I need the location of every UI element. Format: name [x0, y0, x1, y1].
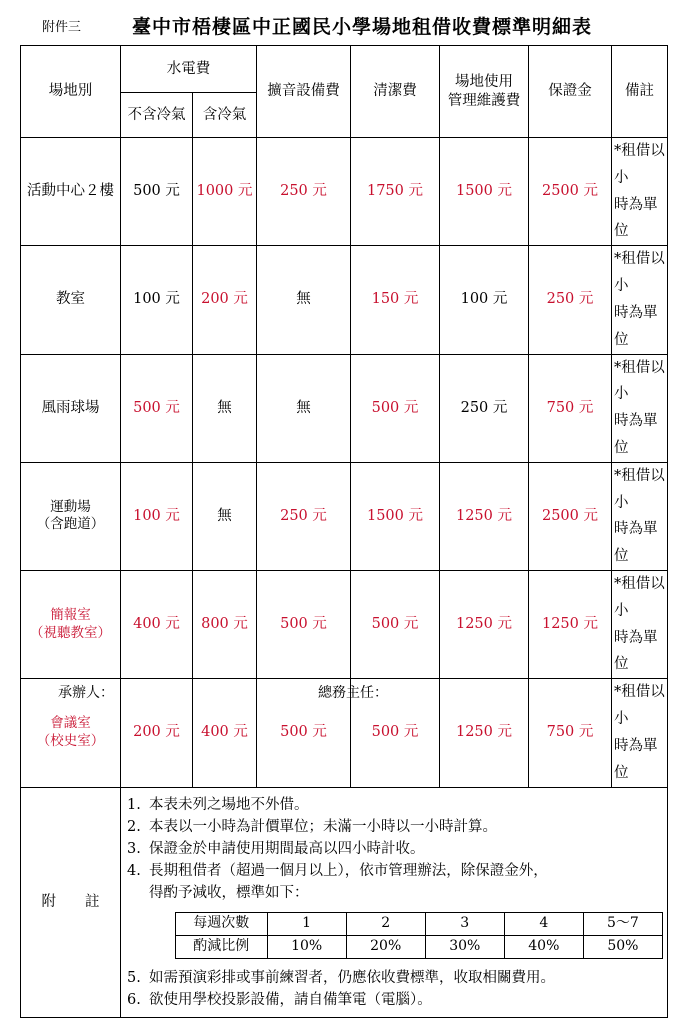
fee-row [21, 462, 668, 570]
remark-line: 時為單位 [614, 304, 658, 348]
discount-rate: 30% [425, 935, 504, 958]
venue-name-line: 教室 [56, 291, 85, 308]
note-text-continued: 得酌予減收，標準如下： [149, 884, 309, 901]
remark [612, 571, 668, 679]
header-venue: 場地別 [21, 46, 121, 138]
fee-deposit: 2500 元 [529, 138, 612, 246]
venue-name-line: 運動場 [50, 498, 91, 515]
attachment-label: 附件三 [42, 20, 82, 35]
remark-line: *租借以小 [614, 576, 665, 619]
fee-with-ac: 400 元 [193, 679, 257, 787]
fee-no-ac: 200 元 [121, 679, 193, 787]
header-with-ac: 含冷氣 [193, 93, 257, 138]
discount-count: 1 [267, 912, 346, 935]
note-text: 本表以一小時為計價單位；未滿一小時以一小時計算。 [149, 818, 497, 835]
venue-name-line: （視聽教室） [30, 624, 111, 641]
fee-with-ac: 200 元 [193, 246, 257, 354]
note-item [127, 860, 663, 882]
fee-no-ac: 100 元 [121, 462, 193, 570]
fee-mgmt: 250 元 [440, 354, 529, 462]
discount-count: 5～7 [583, 912, 662, 935]
note-text: 本表未列之場地不外借。 [149, 796, 309, 813]
fee-row [21, 354, 668, 462]
discount-count: 4 [504, 912, 583, 935]
note-text: 欲使用學校投影設備，請自備筆電（電腦）。 [149, 991, 432, 1008]
fee-cleaning: 1500 元 [351, 462, 440, 570]
fee-row [21, 246, 668, 354]
fee-audio: 無 [257, 354, 351, 462]
fee-with-ac: 800 元 [193, 571, 257, 679]
discount-count: 3 [425, 912, 504, 935]
fee-cleaning: 500 元 [351, 679, 440, 787]
venue-name-line: 簡報室 [50, 607, 91, 624]
fee-with-ac: 無 [193, 462, 257, 570]
venue-name [21, 138, 121, 246]
remark [612, 462, 668, 570]
page-title: 臺中市梧棲區中正國民小學場地租借收費標準明細表 [132, 16, 593, 38]
note-number: 5. [127, 969, 141, 986]
note-text: 長期租借者（超過一個月以上），依市管理辦法，除保證金外， [149, 862, 548, 879]
fee-mgmt: 1250 元 [440, 679, 529, 787]
fee-no-ac: 500 元 [121, 354, 193, 462]
fee-deposit: 1250 元 [529, 571, 612, 679]
fee-with-ac: 1000 元 [193, 138, 257, 246]
discount-table [175, 912, 663, 959]
remark [612, 246, 668, 354]
header-cleaning: 清潔費 [351, 46, 440, 138]
discount-rate-label: 酌減比例 [176, 935, 268, 958]
remark-line: *租借以小 [614, 684, 665, 728]
fee-deposit: 250 元 [529, 246, 612, 354]
fee-audio: 500 元 [257, 679, 351, 787]
discount-count-label: 每週次數 [176, 912, 268, 935]
header-management-line2: 管理維護費 [447, 92, 521, 109]
note-number: 2. [127, 818, 141, 835]
note-text: 保證金於申請使用期間最高以四小時計收。 [149, 840, 425, 857]
note-item [127, 794, 663, 816]
note-text: 如需預演彩排或事前練習者，仍應依收費標準，收取相關費用。 [149, 969, 555, 986]
fee-cleaning: 150 元 [351, 246, 440, 354]
fee-cleaning: 1750 元 [351, 138, 440, 246]
venue-name [21, 354, 121, 462]
fee-audio: 250 元 [257, 462, 351, 570]
fee-mgmt: 1500 元 [440, 138, 529, 246]
remark-line: *租借以小 [614, 359, 665, 403]
venue-name-line: 活動中心２樓 [27, 183, 114, 200]
footer-director: 總務主任： [318, 685, 388, 701]
fee-cleaning: 500 元 [351, 571, 440, 679]
venue-name-line: （校史室） [36, 732, 105, 749]
remark-line: 時為單位 [614, 629, 658, 673]
discount-count: 2 [346, 912, 425, 935]
fee-audio: 無 [257, 246, 351, 354]
notes-label: 附 註 [21, 787, 121, 1017]
fee-row [21, 138, 668, 246]
fee-no-ac: 500 元 [121, 138, 193, 246]
fee-no-ac: 100 元 [121, 246, 193, 354]
venue-name [21, 462, 121, 570]
note-item [127, 967, 663, 989]
fee-with-ac: 無 [193, 354, 257, 462]
note-item [127, 838, 663, 860]
fee-audio: 250 元 [257, 138, 351, 246]
venue-name-line: 風雨球場 [41, 399, 100, 416]
header-no-ac: 不含冷氣 [121, 93, 193, 138]
remark-line: *租借以小 [614, 251, 665, 295]
header-utility: 水電費 [121, 46, 257, 93]
fee-mgmt: 1250 元 [440, 571, 529, 679]
remark-line: 時為單位 [614, 413, 658, 456]
notes-content [121, 787, 668, 1017]
discount-rate: 50% [583, 935, 662, 958]
note-item [127, 989, 663, 1011]
remark [612, 679, 668, 787]
note-number: 4. [127, 862, 141, 879]
remark [612, 138, 668, 246]
fee-mgmt: 100 元 [440, 246, 529, 354]
venue-name [21, 571, 121, 679]
note-number: 1. [127, 796, 141, 813]
header-management-line1: 場地使用 [455, 73, 513, 90]
fee-row [21, 571, 668, 679]
fee-table [20, 45, 668, 1018]
venue-name-line: （含跑道） [36, 516, 105, 533]
fee-deposit: 750 元 [529, 354, 612, 462]
remark-line: 時為單位 [614, 521, 658, 565]
note-number: 3. [127, 840, 141, 857]
header-management [440, 46, 529, 138]
fee-deposit: 2500 元 [529, 462, 612, 570]
fee-mgmt: 1250 元 [440, 462, 529, 570]
note-item [127, 816, 663, 838]
fee-no-ac: 400 元 [121, 571, 193, 679]
discount-rate: 10% [267, 935, 346, 958]
fee-cleaning: 500 元 [351, 354, 440, 462]
header-audio: 擴音設備費 [257, 46, 351, 138]
venue-name [21, 246, 121, 354]
header-deposit: 保證金 [529, 46, 612, 138]
remark-line: 時為單位 [614, 196, 658, 240]
remark-line: 時為單位 [614, 737, 658, 781]
remark-line: *租借以小 [614, 467, 665, 511]
venue-name-line: 會議室 [50, 715, 91, 732]
note-number: 6. [127, 991, 141, 1008]
footer-handler: 承辦人： [58, 685, 114, 701]
fee-audio: 500 元 [257, 571, 351, 679]
discount-rate: 40% [504, 935, 583, 958]
remark [612, 354, 668, 462]
fee-deposit: 750 元 [529, 679, 612, 787]
discount-rate: 20% [346, 935, 425, 958]
remark-line: *租借以小 [614, 143, 665, 186]
header-remark: 備註 [612, 46, 668, 138]
